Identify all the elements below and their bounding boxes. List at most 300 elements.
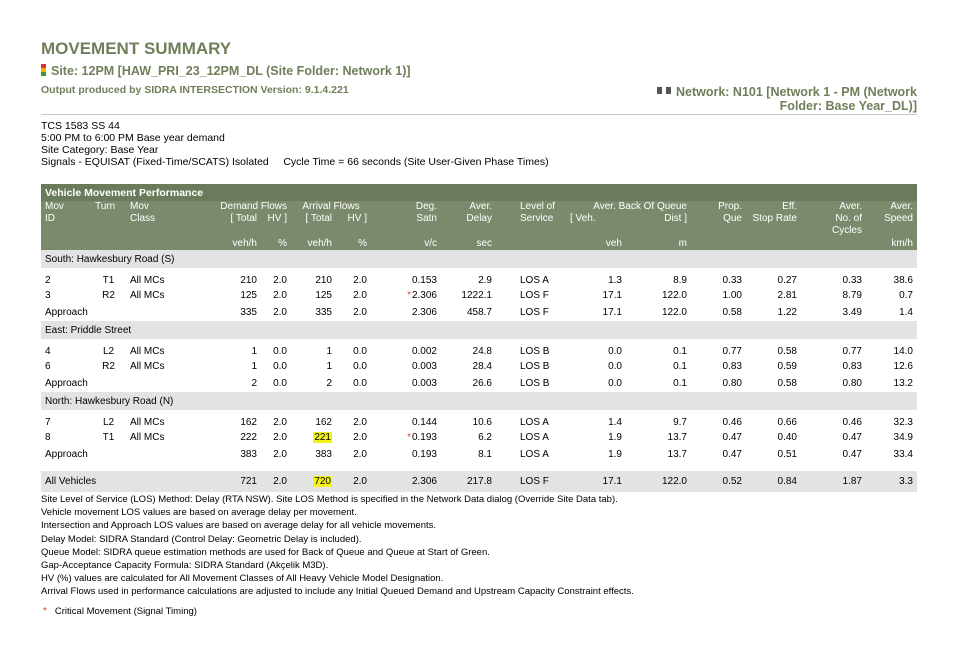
produced-by: Output produced by SIDRA INTERSECTION Version: 9.1.4.221 [41,84,349,96]
deg-satn [371,344,441,359]
queue-veh [566,471,626,492]
total-label: All Vehicles [41,471,186,492]
critical-movement-icon: * [407,432,411,443]
unit-cell: veh/h [186,237,261,250]
mov-class [126,288,186,303]
turn-value: L2 [102,346,115,357]
demand-total-value: 222 [240,432,257,443]
prop-que [691,273,746,288]
los [496,359,566,374]
arrival-hv: 0.0 [353,377,367,389]
aver-speed-value: 32.3 [893,417,913,428]
network-line-1: Network: N101 [Network 1 - PM (Network [675,85,917,99]
arrival-total-value: 1 [326,346,332,357]
eff-stop-rate: 1.22 [777,306,797,318]
approach-label: Approach [45,377,88,389]
unit-cell [746,237,801,250]
demand-total-value: 1 [251,361,257,372]
arrival-hv: 2.0 [353,306,367,318]
queue-dist: 122.0 [661,306,687,318]
col-dist: Dist ] [626,213,691,225]
demand-hv [261,359,291,374]
legend-text: Critical Movement (Signal Timing) [54,606,197,617]
demand-total [186,430,261,445]
note-line: Site Level of Service (LOS) Method: Delay (RTA NSW). Site LOS Method is specified in the Network Data dialog (Override Site Data tab). [41,494,618,505]
demand-total [186,415,261,430]
los-value: LOS A [520,432,549,443]
prop-que-value: 1.00 [722,290,742,301]
unit-cell: v/c [371,237,441,250]
demand-total [186,471,261,492]
los-value: LOS B [520,361,550,372]
network-icon [657,87,671,94]
unit-cell [801,237,866,250]
arrival-hv [336,430,371,445]
turn [91,415,126,430]
prop-que [691,344,746,359]
eff-stop-rate-value: 0.84 [777,476,797,487]
demand-hv: 2.0 [273,448,287,460]
arrival-hv-value: 2.0 [353,432,367,443]
demand-hv [261,273,291,288]
eff-stop-rate: 0.51 [777,448,797,460]
note-line: Vehicle movement LOS values are based on average delay per movement. [41,507,357,519]
eff-stop-rate-value: 0.27 [777,275,797,286]
queue-veh [566,273,626,288]
queue-veh [566,430,626,445]
aver-speed-value: 3.3 [899,476,913,487]
page-title: MOVEMENT SUMMARY [41,39,232,58]
aver-cycles [801,273,866,288]
table-row [41,273,917,288]
aver-delay-value: 6.2 [478,432,492,443]
mov-class-value: All MCs [130,361,165,372]
col-arrival-hv: HV ] [336,213,371,225]
header-divider [41,114,917,115]
queue-dist-value: 122.0 [661,476,687,487]
arrival-hv [336,344,371,359]
table-row [41,430,917,445]
mov-id-value: 4 [45,346,51,357]
deg-satn [371,359,441,374]
col-satn: Satn [371,213,441,225]
queue-dist-value: 0.1 [673,361,687,372]
demand-total-value: 1 [251,346,257,357]
arrival-total-value: 125 [315,290,332,301]
turn-value: T1 [102,275,115,286]
section-header [41,321,917,339]
los [496,415,566,430]
eff-stop-rate [746,359,801,374]
info-tcs: TCS 1583 SS 44 [41,120,120,132]
aver-delay-value: 10.6 [472,417,492,428]
prop-que-value: 0.47 [722,432,742,443]
arrival-total-value: 221 [314,432,331,443]
queue-veh [566,344,626,359]
arrival-hv-value: 2.0 [353,476,367,487]
arrival-total [291,344,336,359]
demand-total [186,273,261,288]
col-arrival-total: [ Total [291,213,336,225]
col-back-of-queue: Aver. Back Of Queue [566,201,691,213]
arrival-hv [336,471,371,492]
aver-speed-value: 14.0 [893,346,913,357]
mov-class-value: All MCs [130,275,165,286]
eff-stop-rate [746,415,801,430]
eff-stop-rate-value: 0.66 [777,417,797,428]
arrival-total: 2 [326,377,332,389]
aver-cycles [801,344,866,359]
queue-veh-value: 1.4 [608,417,622,428]
col-demand-hv: HV ] [261,213,291,225]
demand-hv [261,344,291,359]
demand-total: 383 [240,448,257,460]
deg-satn: 0.003 [411,377,437,389]
queue-dist [626,415,691,430]
traffic-signal-icon [41,64,46,76]
queue-dist [626,344,691,359]
approach-label: Approach [45,306,88,318]
col-arrival-flows: Arrival Flows [291,201,371,213]
arrival-total: 335 [315,306,332,318]
unit-cell: % [261,237,291,250]
deg-satn: 2.306 [411,306,437,318]
aver-delay: 26.6 [472,377,492,389]
arrival-total-value: 720 [314,476,331,487]
aver-delay-value: 217.8 [466,476,492,487]
prop-que: 0.58 [722,306,742,318]
legend [43,606,197,617]
demand-hv [261,430,291,445]
mov-id-value: 6 [45,361,51,372]
deg-satn [371,288,441,303]
aver-speed [866,273,917,288]
col-blank [91,213,126,225]
queue-veh [566,359,626,374]
arrival-total [291,430,336,445]
col-prop: Prop. [691,201,746,213]
col-no-of: No. of [801,213,866,225]
los: LOS F [520,306,549,318]
unit-cell: km/h [866,237,917,250]
movement-table [41,184,917,486]
col-demand-total: [ Total [186,213,261,225]
section-title: East: Priddle Street [41,321,917,339]
prop-que [691,359,746,374]
table-band-title: Vehicle Movement Performance [41,184,917,201]
los-value: LOS B [520,346,550,357]
queue-veh-value: 1.3 [608,275,622,286]
col-class: Class [126,213,186,225]
mov-class [126,344,186,359]
queue-veh-value: 17.1 [602,290,622,301]
aver-speed-value: 12.6 [893,361,913,372]
eff-stop-rate [746,288,801,303]
approach-row [41,374,917,392]
eff-stop-rate-value: 0.59 [777,361,797,372]
queue-dist-value: 13.7 [667,432,687,443]
aver-cycles-value: 8.79 [842,290,862,301]
turn [91,359,126,374]
col-id: ID [41,213,91,225]
deg-satn [371,415,441,430]
col-delay-2: Delay [441,213,496,225]
note-line: Intersection and Approach LOS values are based on average delay for all vehicle movements. [41,520,437,532]
critical-legend-icon: * [43,606,47,617]
aver-delay [441,430,496,445]
aver-speed: 1.4 [899,306,913,318]
unit-cell [691,237,746,250]
table-row [41,344,917,359]
arrival-hv-value: 0.0 [353,346,367,357]
unit-cell: % [336,237,371,250]
mov-id-value: 2 [45,275,51,286]
site-title [41,64,411,78]
queue-veh-value: 0.0 [608,346,622,357]
eff-stop-rate [746,471,801,492]
col-los: Level of [496,201,566,213]
aver-cycles [801,430,866,445]
deg-satn [371,273,441,288]
demand-total-value: 162 [240,417,257,428]
queue-veh [566,415,626,430]
col-aver-speed: Aver. [866,201,917,213]
mov-id [41,430,91,445]
eff-stop-rate [746,344,801,359]
col-service: Service [496,213,566,225]
aver-speed [866,430,917,445]
queue-dist [626,288,691,303]
aver-cycles-value: 1.87 [842,476,862,487]
arrival-total: 383 [315,448,332,460]
mov-id [41,344,91,359]
mov-id [41,288,91,303]
prop-que-value: 0.46 [722,417,742,428]
table-row [41,415,917,430]
demand-hv: 0.0 [273,377,287,389]
demand-hv-value: 2.0 [273,476,287,487]
eff-stop-rate [746,430,801,445]
deg-satn-value: 0.153 [411,275,437,286]
section-title: North: Hawkesbury Road (N) [41,392,917,410]
eff-stop-rate-value: 0.40 [777,432,797,443]
arrival-hv [336,288,371,303]
demand-hv-value: 0.0 [273,361,287,372]
unit-cell: veh/h [291,237,336,250]
aver-delay [441,415,496,430]
aver-delay [441,471,496,492]
los-value: LOS A [520,417,549,428]
mov-class [126,415,186,430]
aver-delay [441,273,496,288]
arrival-total-value: 1 [326,361,332,372]
aver-delay-value: 28.4 [472,361,492,372]
mov-id [41,415,91,430]
info-period: 5:00 PM to 6:00 PM Base year demand [41,132,225,144]
aver-cycles [801,288,866,303]
mov-class [126,430,186,445]
demand-hv [261,415,291,430]
queue-dist-value: 8.9 [673,275,687,286]
aver-delay [441,344,496,359]
section-title: South: Hawkesbury Road (S) [41,250,917,268]
queue-veh-value: 1.9 [608,432,622,443]
los-value: LOS A [520,275,549,286]
col-demand-flows: Demand Flows [186,201,291,213]
deg-satn [371,430,441,445]
deg-satn-value: 0.193 [411,432,437,443]
deg-satn-value: 0.003 [411,361,437,372]
prop-que-value: 0.83 [722,361,742,372]
queue-veh: 1.9 [608,448,622,460]
turn [91,430,126,445]
network-title [657,85,917,113]
section-header [41,392,917,410]
mov-id [41,359,91,374]
aver-delay-value: 1222.1 [461,290,492,301]
eff-stop-rate [746,273,801,288]
turn-value: T1 [102,432,115,443]
deg-satn-value: 0.002 [411,346,437,357]
queue-dist: 0.1 [673,377,687,389]
info-signals: Signals - EQUISAT (Fixed-Time/SCATS) Isolated Cycle Time = 66 seconds (Site User-Given Phase Times) [41,156,549,168]
los-value: LOS F [520,476,549,487]
aver-speed-value: 38.6 [893,275,913,286]
aver-speed [866,288,917,303]
eff-stop-rate-value: 0.58 [777,346,797,357]
col-veh: [ Veh. [566,213,626,225]
table-row [41,359,917,374]
los [496,273,566,288]
aver-delay-value: 24.8 [472,346,492,357]
mov-class [126,359,186,374]
aver-cycles: 3.49 [842,306,862,318]
queue-veh: 17.1 [602,306,622,318]
queue-dist [626,359,691,374]
queue-dist: 13.7 [667,448,687,460]
los [496,344,566,359]
turn-value: R2 [102,290,115,301]
queue-veh-value: 0.0 [608,361,622,372]
demand-total: 335 [240,306,257,318]
info-site-category: Site Category: Base Year [41,144,159,156]
arrival-total [291,273,336,288]
queue-dist [626,273,691,288]
demand-hv-value: 2.0 [273,290,287,301]
prop-que [691,288,746,303]
section-header [41,250,917,268]
los [496,471,566,492]
col-cycles: Cycles [801,225,866,237]
arrival-hv-value: 2.0 [353,417,367,428]
aver-speed [866,344,917,359]
note-line: Gap-Acceptance Capacity Formula: SIDRA Standard (Akçelik M3D). [41,560,329,571]
aver-delay [441,288,496,303]
unit-cell [41,237,91,250]
deg-satn-value: 2.306 [411,476,437,487]
queue-veh: 0.0 [608,377,622,389]
mov-class-value: All MCs [130,290,165,301]
col-mov-class: Mov [126,201,186,213]
los-value: LOS F [520,290,549,301]
aver-speed-value: 0.7 [899,290,913,301]
aver-cycles [801,415,866,430]
queue-veh [566,288,626,303]
demand-hv [261,288,291,303]
arrival-hv [336,415,371,430]
note-line: Arrival Flows used in performance calculations are adjusted to include any Initial Queued Demand and Upstream Capacity Constraint effects. [41,586,634,598]
turn [91,273,126,288]
prop-que-value: 0.77 [722,346,742,357]
arrival-hv: 2.0 [353,448,367,460]
aver-speed: 13.2 [893,377,913,389]
col-speed: Speed [866,213,917,225]
turn-value: L2 [102,417,115,428]
queue-dist [626,430,691,445]
aver-cycles-value: 0.47 [842,432,862,443]
mov-id-value: 7 [45,417,51,428]
col-eff: Eff. [746,201,801,213]
demand-hv-value: 2.0 [273,417,287,428]
mov-class [126,273,186,288]
aver-delay: 458.7 [466,306,492,318]
deg-satn-value: 2.306 [411,290,437,301]
los [496,288,566,303]
prop-que [691,430,746,445]
arrival-hv-value: 2.0 [353,275,367,286]
demand-hv: 2.0 [273,306,287,318]
arrival-total-value: 210 [315,275,332,286]
queue-dist-value: 122.0 [661,290,687,301]
los [496,430,566,445]
queue-dist [626,471,691,492]
approach-label: Approach [45,448,88,460]
approach-row [41,445,917,463]
eff-stop-rate-value: 2.81 [777,290,797,301]
queue-dist-value: 9.7 [673,417,687,428]
aver-cycles: 0.80 [842,377,862,389]
prop-que: 0.80 [722,377,742,389]
site-name: Site: 12PM [HAW_PRI_23_12PM_DL (Site Folder: Network 1)] [51,64,411,78]
unit-cell [496,237,566,250]
aver-cycles: 0.47 [842,448,862,460]
los: LOS A [520,448,549,460]
arrival-total [291,471,336,492]
mov-id-value: 8 [45,432,51,443]
col-turn: Turn [91,201,126,213]
aver-cycles [801,359,866,374]
los: LOS B [520,377,550,389]
aver-cycles-value: 0.33 [842,275,862,286]
mov-id [41,273,91,288]
unit-cell [126,237,186,250]
demand-total [186,344,261,359]
turn-value: R2 [102,361,115,372]
arrival-total [291,415,336,430]
demand-hv-value: 2.0 [273,275,287,286]
demand-hv-value: 2.0 [273,432,287,443]
demand-total [186,288,261,303]
turn [91,288,126,303]
arrival-total-value: 162 [315,417,332,428]
aver-delay-value: 2.9 [478,275,492,286]
demand-total: 2 [251,377,257,389]
unit-cell: sec [441,237,496,250]
mov-id-value: 3 [45,290,51,301]
prop-que [691,415,746,430]
arrival-hv [336,359,371,374]
unit-cell: veh [566,237,626,250]
